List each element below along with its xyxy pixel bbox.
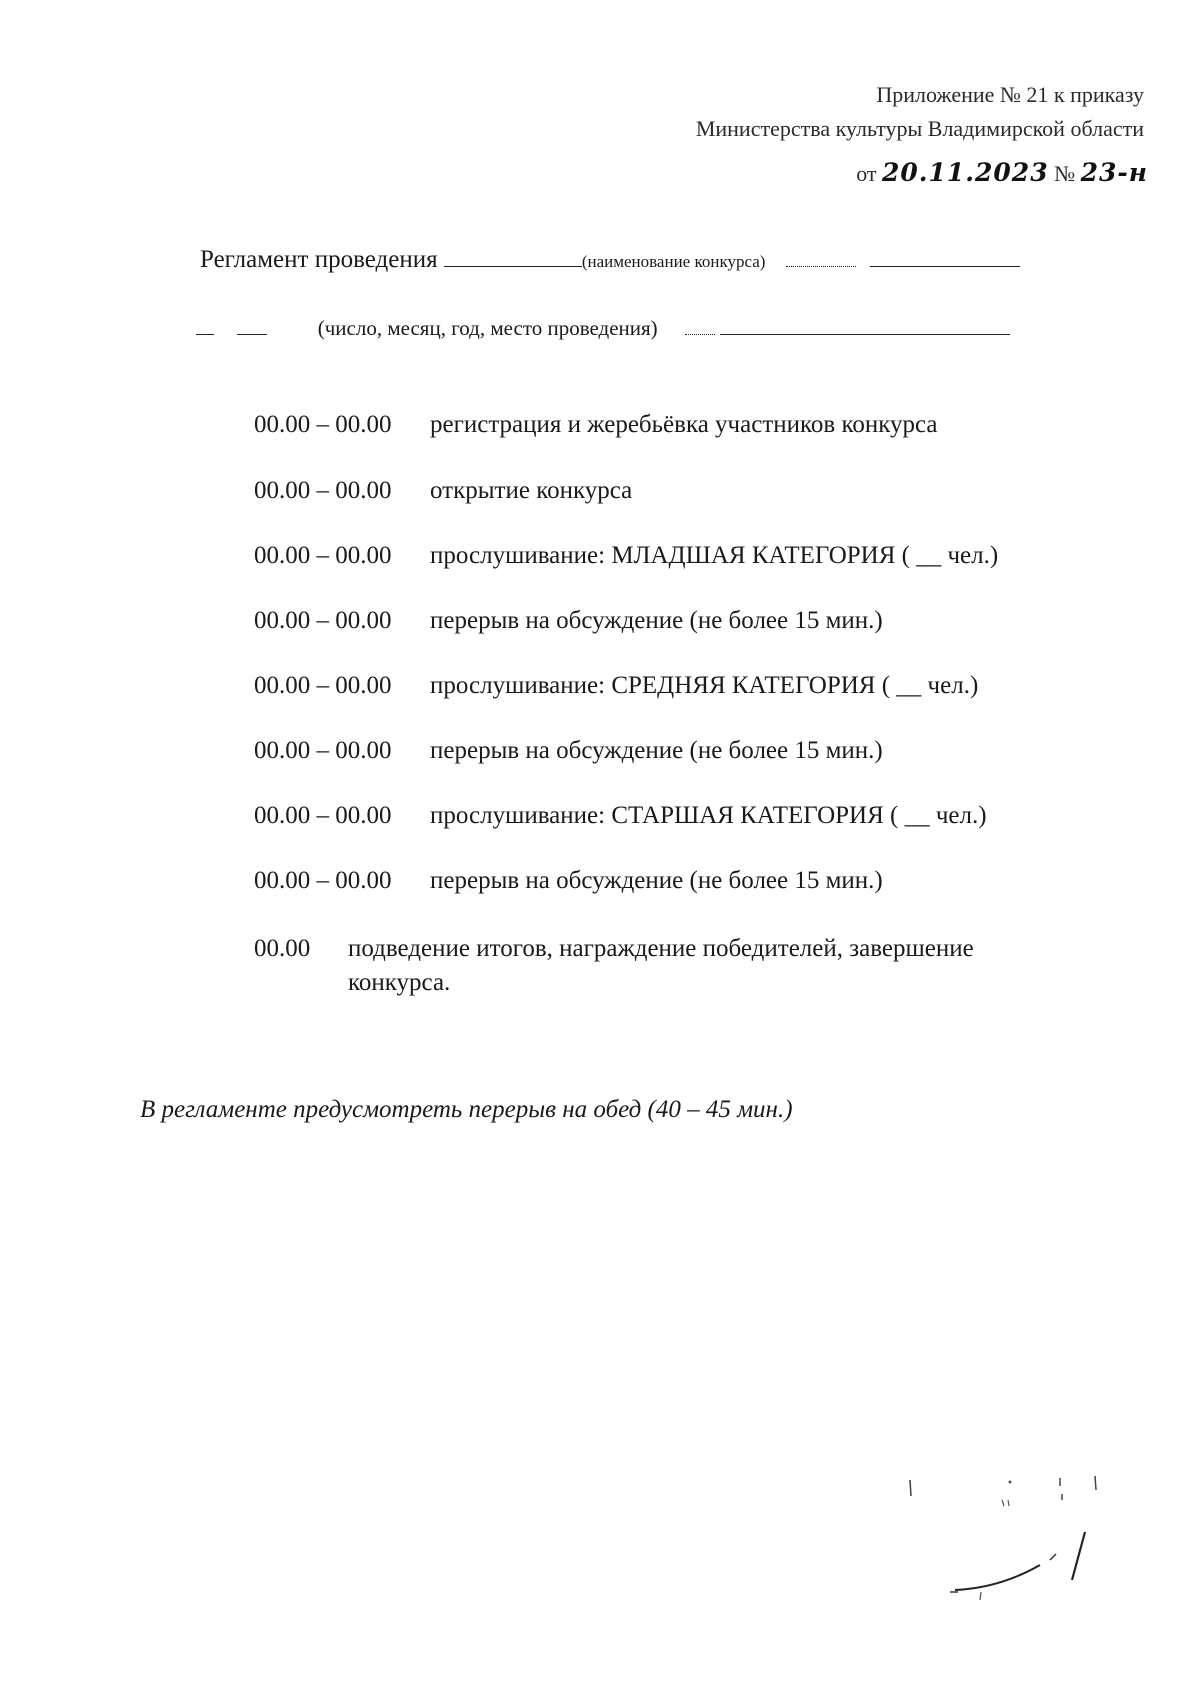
schedule-activity: перерыв на обсуждение (не более 15 мин.) [430, 737, 883, 764]
date-blank-1 [196, 320, 214, 335]
schedule-activity: перерыв на обсуждение (не более 15 мин.) [430, 607, 883, 634]
appendix-line-2: Министерства культуры Владимирской области [695, 116, 1144, 141]
schedule-activity: прослушивание: СТАРШАЯ КАТЕГОРИЯ ( __ чел.) [430, 802, 987, 829]
signature-mark [900, 1460, 1120, 1600]
title-blank-3 [870, 248, 1020, 267]
schedule-activity: подведение итогов, награждение победителей, завершение конкурса. [348, 935, 974, 996]
date-place-line [196, 316, 1010, 341]
order-reference [856, 158, 1148, 187]
appendix-line-1: Приложение № 21 к приказу [876, 82, 1144, 107]
schedule-time: 00.00 – 00.00 [254, 542, 392, 569]
document-title [200, 246, 1020, 274]
date-blank-2 [237, 320, 267, 335]
date-place-hint: (число, месяц, год, место проведения) [317, 316, 658, 340]
schedule-time: 00.00 – 00.00 [254, 867, 392, 894]
schedule-time: 00.00 – 00.00 [254, 477, 392, 504]
schedule-final-row [254, 932, 1068, 1000]
date-blank-3 [685, 320, 715, 335]
title-blank-1 [444, 248, 582, 267]
schedule-activity: открытие конкурса [430, 477, 633, 504]
schedule-time: 00.00 – 00.00 [254, 607, 392, 634]
schedule-time: 00.00 [254, 935, 311, 962]
order-number-label: № [1054, 161, 1076, 186]
schedule-row [254, 477, 632, 505]
order-prefix: от [856, 161, 877, 186]
schedule-time: 00.00 – 00.00 [254, 411, 392, 438]
schedule-time: 00.00 – 00.00 [254, 672, 392, 699]
schedule-row [254, 802, 987, 830]
schedule-time: 00.00 – 00.00 [254, 802, 392, 829]
schedule-time: 00.00 – 00.00 [254, 737, 392, 764]
schedule-row [254, 672, 978, 700]
order-date: 20.11.2023 [882, 158, 1049, 187]
schedule-activity: прослушивание: МЛАДШАЯ КАТЕГОРИЯ ( __ чел.) [430, 542, 999, 569]
schedule-row [254, 607, 883, 635]
schedule-row [254, 411, 937, 439]
title-name-hint: (наименование конкурса) [581, 252, 766, 271]
schedule-activity: перерыв на обсуждение (не более 15 мин.) [430, 867, 883, 894]
order-number: 23-н [1080, 158, 1148, 187]
schedule-row [254, 542, 998, 570]
date-blank-4 [720, 320, 1010, 335]
title-blank-2 [786, 248, 856, 267]
schedule-row [254, 867, 883, 895]
lunch-note: В регламенте предусмотреть перерыв на обед (40 – 45 мин.) [140, 1096, 793, 1123]
schedule-activity: прослушивание: СРЕДНЯЯ КАТЕГОРИЯ ( __ чел.) [430, 672, 979, 699]
schedule-row [254, 737, 883, 765]
appendix-header [696, 78, 1144, 146]
title-prefix: Регламент проведения [200, 246, 438, 273]
schedule-activity: регистрация и жеребьёвка участников конкурса [430, 411, 938, 438]
